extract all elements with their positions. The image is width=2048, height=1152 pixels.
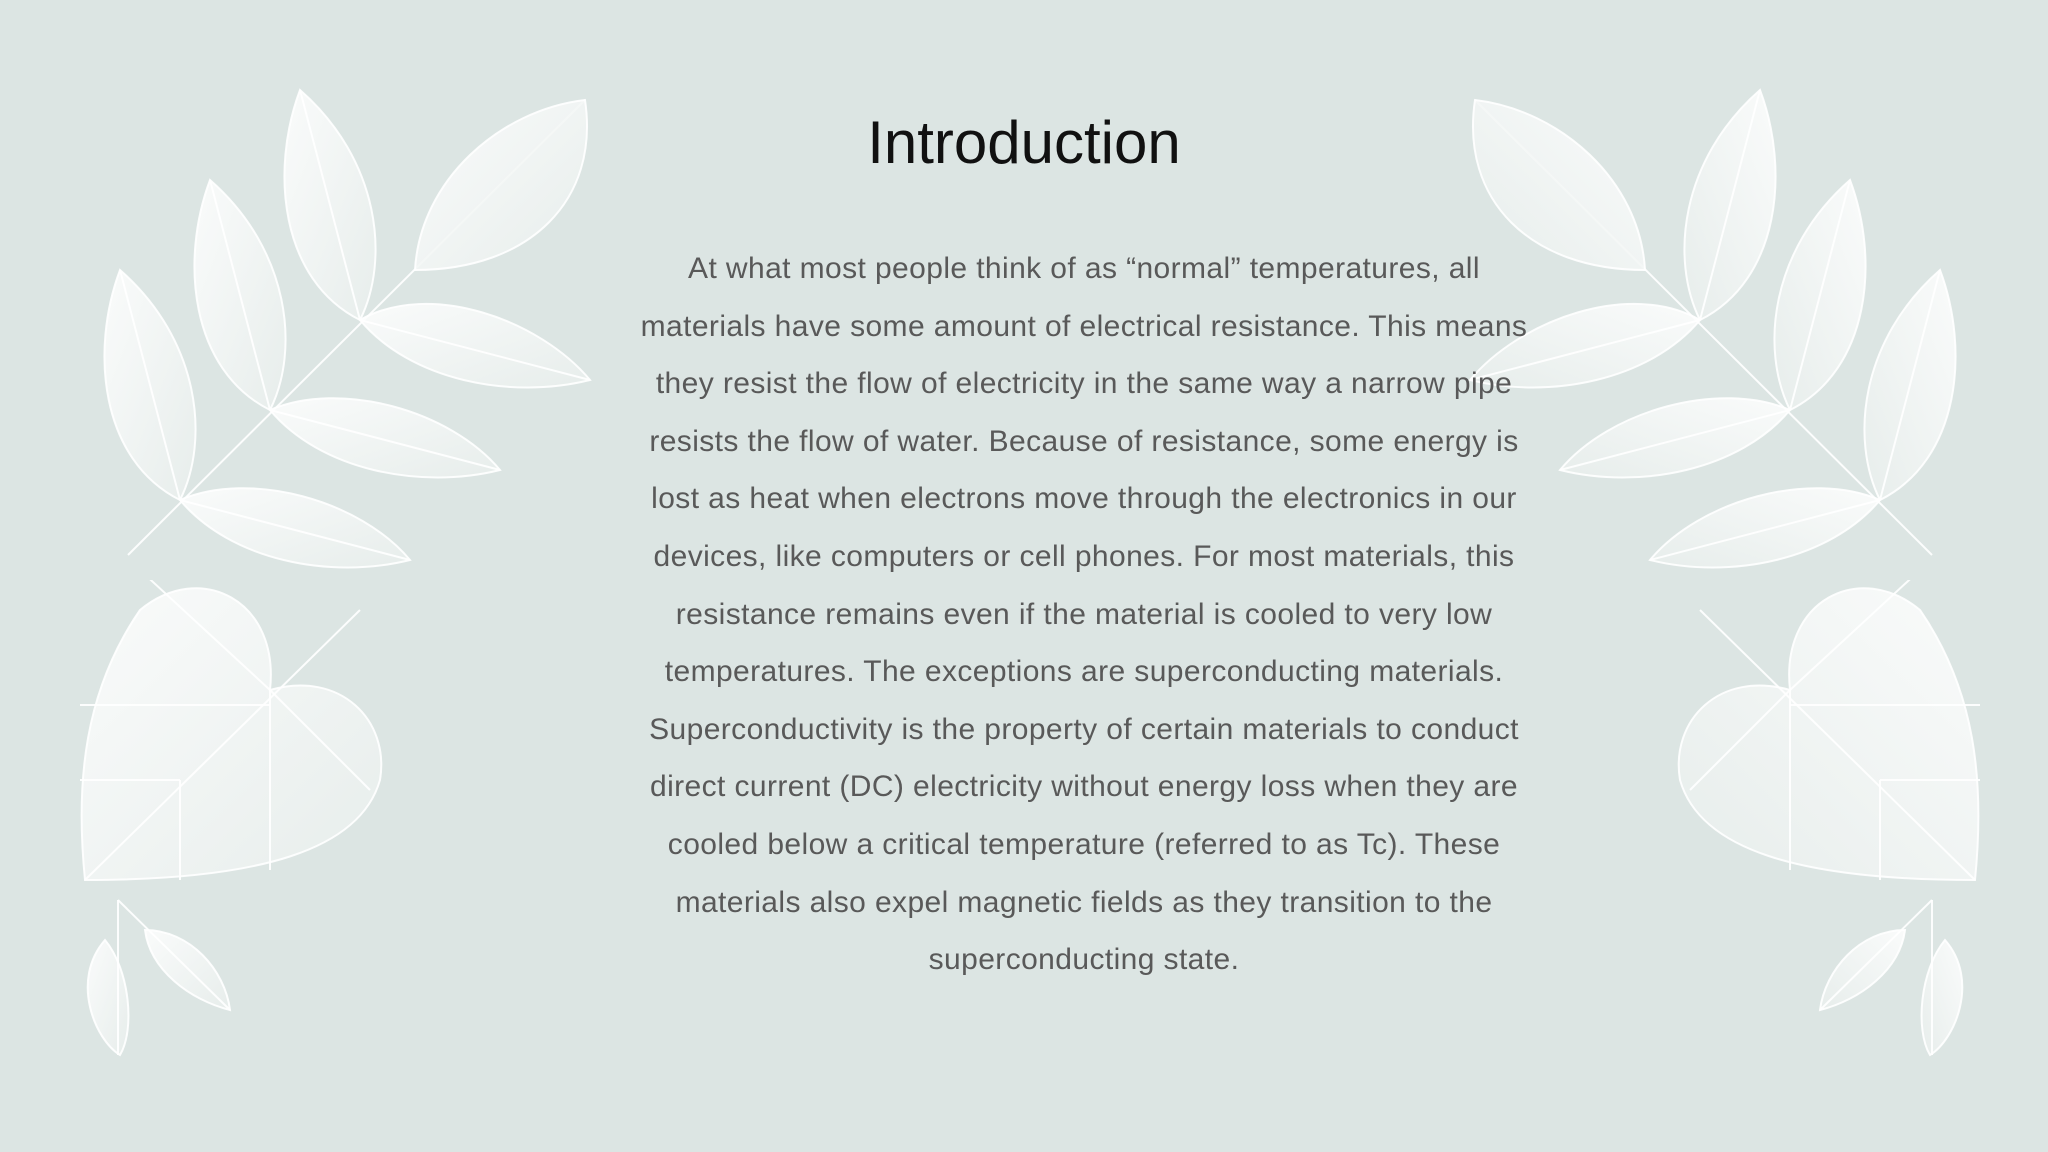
heart-leaf-icon: [1650, 580, 1980, 900]
heart-leaf-icon: [80, 580, 410, 900]
slide-body-text: At what most people think of as “normal” temperatures, all materials have some amount of electrical resistance. This means they resist the flow of electricity in the same way a narrow pipe resists the flow of water. Because of resistance, some energy is lost as heat when electrons move through the electronics in our devices, like computers or cell phones. For most materials, this resistance remains even if the material is cooled to very low temperatures. The exceptions are superconducting materials. Superconductivity is the property of certain materials to conduct direct current (DC) electricity without energy loss when they are cooled below a critical temperature (referred to as Tc). These materials also expel magnetic fields as they transition to the superconducting state.: [640, 252, 1528, 977]
slide-title: Introduction: [867, 109, 1181, 176]
small-leaf-icon: [1800, 880, 1970, 1070]
small-leaf-icon: [80, 880, 250, 1070]
